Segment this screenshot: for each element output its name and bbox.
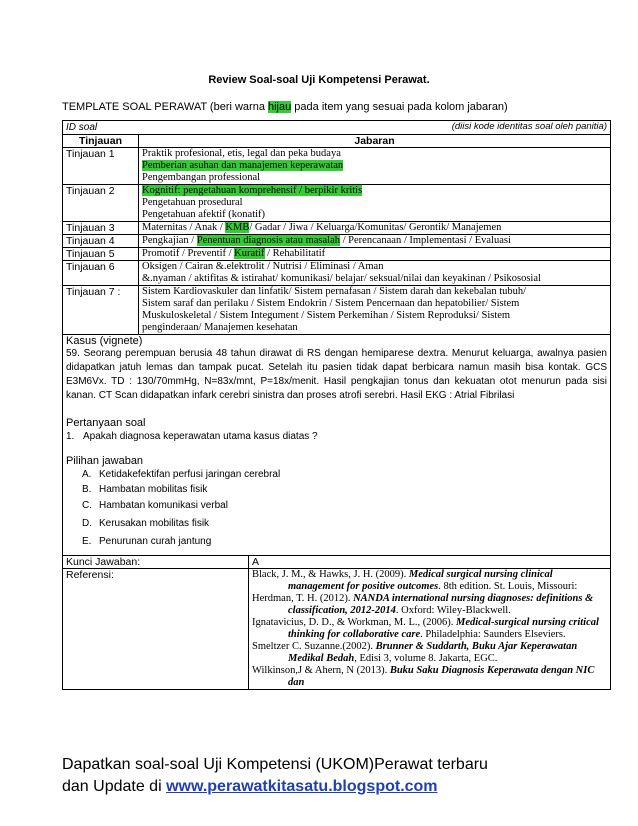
id-hint: (diisi kode identitas soal oleh panitia) <box>451 121 607 132</box>
kasus-row <box>63 335 611 556</box>
id-row <box>63 121 611 135</box>
referensi-book-title: Buku Saku Diagnosis Keperawata dengan NIC dan <box>288 665 595 688</box>
jabaran-text: Maternitas / Anak / <box>142 222 226 233</box>
pilihan-text: Penurunan curah jantung <box>99 536 212 547</box>
template-highlight-word: hijau <box>268 101 292 113</box>
footer-line-2 <box>62 776 488 798</box>
referensi-text: . 8th edition. St. Louis, Missouri: <box>438 581 578 592</box>
jabaran-line <box>142 172 607 184</box>
tinjauan-label: Tinjauan 1 <box>63 148 139 185</box>
tinjauan-row <box>63 222 611 235</box>
referensi-entry <box>252 641 607 665</box>
jabaran-text: Pengetahuan prosedural <box>142 197 243 208</box>
jabaran-line <box>142 197 607 209</box>
pertanyaan-item <box>66 429 607 444</box>
tinjauan-jabaran <box>139 261 611 286</box>
highlighted-item: Kuratif <box>234 248 265 259</box>
tinjauan-label: Tinjauan 7 : <box>63 286 139 335</box>
jabaran-line <box>142 286 607 298</box>
jabaran-text: / Rehabilitatif <box>264 248 326 259</box>
blog-link[interactable]: www.perawatkitasatu.blogspot.com <box>166 778 438 795</box>
jabaran-text: Promotif / Preventif / <box>142 248 235 259</box>
jabaran-text: Praktik profesional, etis, legal dan peka budaya <box>142 148 341 159</box>
kunci-row <box>63 556 611 569</box>
referensi-book-title: NANDA international nursing diagnoses: definitions & classification, 2012-2014 <box>288 593 594 616</box>
tinjauan-jabaran <box>139 235 611 248</box>
referensi-entry <box>252 665 607 689</box>
kunci-value: A <box>249 556 611 569</box>
id-label: ID soal <box>66 122 98 133</box>
tinjauan-label: Tinjauan 2 <box>63 185 139 222</box>
referensi-text: Wilkinson,J & Ahern, N (2013). <box>252 665 390 676</box>
pilihan-key: E. <box>82 536 92 547</box>
header-tinjauan: Tinjauan <box>63 135 139 148</box>
header-row <box>63 135 611 148</box>
jabaran-text: Sistem Kardiovaskuler dan linfatik/ Sistem pernafasan / Sistem darah dan kekebalan tubuh/ <box>142 286 527 297</box>
tinjauan-jabaran <box>139 248 611 261</box>
referensi-text: Smeltzer C. Suzanne.(2002). <box>252 641 376 652</box>
jabaran-line <box>142 209 607 221</box>
pilihan-text: Ketidakefektifan perfusi jaringan cerebral <box>99 469 281 480</box>
jabaran-line <box>142 261 607 273</box>
highlighted-item: Pemberian asuhan dan manajemen keperawatan <box>142 160 344 171</box>
jabaran-line <box>142 222 607 234</box>
pilihan-key: A. <box>82 469 92 480</box>
referensi-text: . Philadelphia: Saunders Elseviers. <box>420 629 566 640</box>
jabaran-text: &.nyaman / aktifitas & istirahat/ komunikasi/ belajar/ seksual/nilai dan keyakinan / Psikososial <box>142 273 541 284</box>
tinjauan-row <box>63 248 611 261</box>
jabaran-text: / Perencanaan / Implementasi / Evaluasi <box>340 235 511 246</box>
jabaran-line <box>142 298 607 310</box>
referensi-label: Referensi: <box>63 569 249 690</box>
jabaran-text: Pengetahuan afektif (konatif) <box>142 209 266 220</box>
highlighted-item: Kognitif: pengetahuan komprehensif / berpikir kritis <box>142 185 363 196</box>
jabaran-text: penginderaan/ Manajemen kesehatan <box>142 322 298 333</box>
referensi-text: , Edisi 3, volume 8. Jakarta, EGC. <box>354 653 498 664</box>
pilihan-option[interactable] <box>66 497 607 515</box>
jabaran-line <box>142 273 607 285</box>
footer-line-1: Dapatkan soal-soal Uji Kompetensi (UKOM)Perawat terbaru <box>62 756 488 773</box>
pertanyaan-heading: Pertanyaan soal <box>66 417 146 429</box>
footer-promo <box>62 754 488 798</box>
referensi-row <box>63 569 611 690</box>
referensi-text: . Oxford: Wiley-Blackwell. <box>395 605 511 616</box>
pilihan-key: B. <box>82 484 92 495</box>
pilihan-text: Hambatan komunikasi verbal <box>99 500 228 511</box>
header-jabaran: Jabaran <box>139 135 611 148</box>
pilihan-option[interactable] <box>66 467 607 482</box>
pilihan-text: Hambatan mobilitas fisik <box>99 484 208 495</box>
tinjauan-label: Tinjauan 5 <box>63 248 139 261</box>
referensi-text: Ignatavicius, D. D., & Workman, M. L., (2006). <box>252 617 456 628</box>
jabaran-text: Pengkajian / <box>142 235 197 246</box>
jabaran-line <box>142 322 607 334</box>
kunci-label: Kunci Jawaban: <box>63 556 249 569</box>
tinjauan-jabaran <box>139 148 611 185</box>
referensi-text: Black, J. M., & Hawks, J. H. (2009). <box>252 569 409 580</box>
tinjauan-row <box>63 261 611 286</box>
highlighted-item: KMB <box>225 222 250 233</box>
referensi-text: Herdman, T. H. (2012). <box>252 593 354 604</box>
referensi-entry <box>252 617 607 641</box>
pilihan-heading: Pilihan jawaban <box>66 455 144 467</box>
pilihan-key: C. <box>82 500 92 511</box>
jabaran-line <box>142 235 607 247</box>
kasus-cell <box>63 335 611 556</box>
jabaran-line <box>142 248 607 260</box>
tinjauan-row <box>63 286 611 335</box>
pertanyaan-text: Apakah diagnosa keperawatan utama kasus diatas ? <box>83 431 318 442</box>
jabaran-text: Oksigen / Cairan &.elektrolit / Nutrisi / Eliminasi / Aman <box>142 261 384 272</box>
soal-table <box>62 120 611 690</box>
referensi-book-title: Medical-surgical nursing critical thinking for collaborative care <box>288 617 599 640</box>
jabaran-text: / Gadar / Jiwa / Keluarga/Komunitas/ Gerontik/ Manajemen <box>249 222 502 233</box>
referensi-book-title: Medical surgical nursing clinical management for positive outcomes <box>288 569 553 592</box>
tinjauan-jabaran <box>139 222 611 235</box>
pilihan-text: Kerusakan mobilitas fisik <box>99 518 210 529</box>
tinjauan-label: Tinjauan 4 <box>63 235 139 248</box>
page-title: Review Soal-soal Uji Kompetensi Perawat. <box>208 74 430 86</box>
jabaran-text: Muskuloskeletal / Sistem Integument / Sistem Perkemihan / Sistem Reproduksi/ Sistem <box>142 310 511 321</box>
referensi-list <box>249 569 611 690</box>
jabaran-text: Pengembangan professional <box>142 172 261 183</box>
template-text-pre: TEMPLATE SOAL PERAWAT (beri warna <box>62 101 268 113</box>
tinjauan-jabaran <box>139 286 611 335</box>
pilihan-option[interactable] <box>66 482 607 497</box>
template-text-post: pada item yang sesuai pada kolom jabaran) <box>291 101 508 113</box>
template-instruction <box>62 101 508 113</box>
jabaran-line <box>142 185 607 197</box>
pertanyaan-number: 1. <box>66 431 75 442</box>
tinjauan-jabaran <box>139 185 611 222</box>
footer-line-2-text: dan Update di <box>62 778 167 795</box>
referensi-entry <box>252 593 607 617</box>
kasus-text: 59. Seorang perempuan berusia 48 tahun dirawat di RS dengan hemiparese dextra. Menurut keluarga, awalnya pasien didapatkan jatuh lemas dan tampak pucat. Setelah itu pasien tidak dapat berbicara namun masih bisa kontak. GCS E3M6Vx. TD : 130/70mmHg, N=83x/mnt, P=18x/menit. Hasil pengkajian tonus dan kekuatan otot menurun pada sisi kanan. CT Scan didapatkan infark cerebri sinistra dan proses atrofi serebri. Hasil EKG : Atrial Fibrilasi <box>66 348 607 401</box>
pilihan-option[interactable] <box>66 515 607 533</box>
pilihan-key: D. <box>82 518 92 529</box>
tinjauan-row <box>63 185 611 222</box>
kasus-heading: Kasus (vignete) <box>66 335 143 347</box>
referensi-book-title: Brunner & Suddarth, Buku Ajar Keperawatan Medikal Bedah <box>288 641 578 664</box>
jabaran-line <box>142 160 607 172</box>
tinjauan-row <box>63 235 611 248</box>
highlighted-item: Penentuan diagnosis atau masalah <box>196 235 340 246</box>
referensi-entry <box>252 569 607 593</box>
jabaran-line <box>142 148 607 160</box>
jabaran-text: Sistem saraf dan perilaku / Sistem Endokrin / Sistem Pencernaan dan hepatobilier/ Sistem <box>142 298 520 309</box>
jabaran-line <box>142 310 607 322</box>
tinjauan-label: Tinjauan 3 <box>63 222 139 235</box>
tinjauan-row <box>63 148 611 185</box>
tinjauan-label: Tinjauan 6 <box>63 261 139 286</box>
pilihan-option[interactable] <box>66 533 607 551</box>
